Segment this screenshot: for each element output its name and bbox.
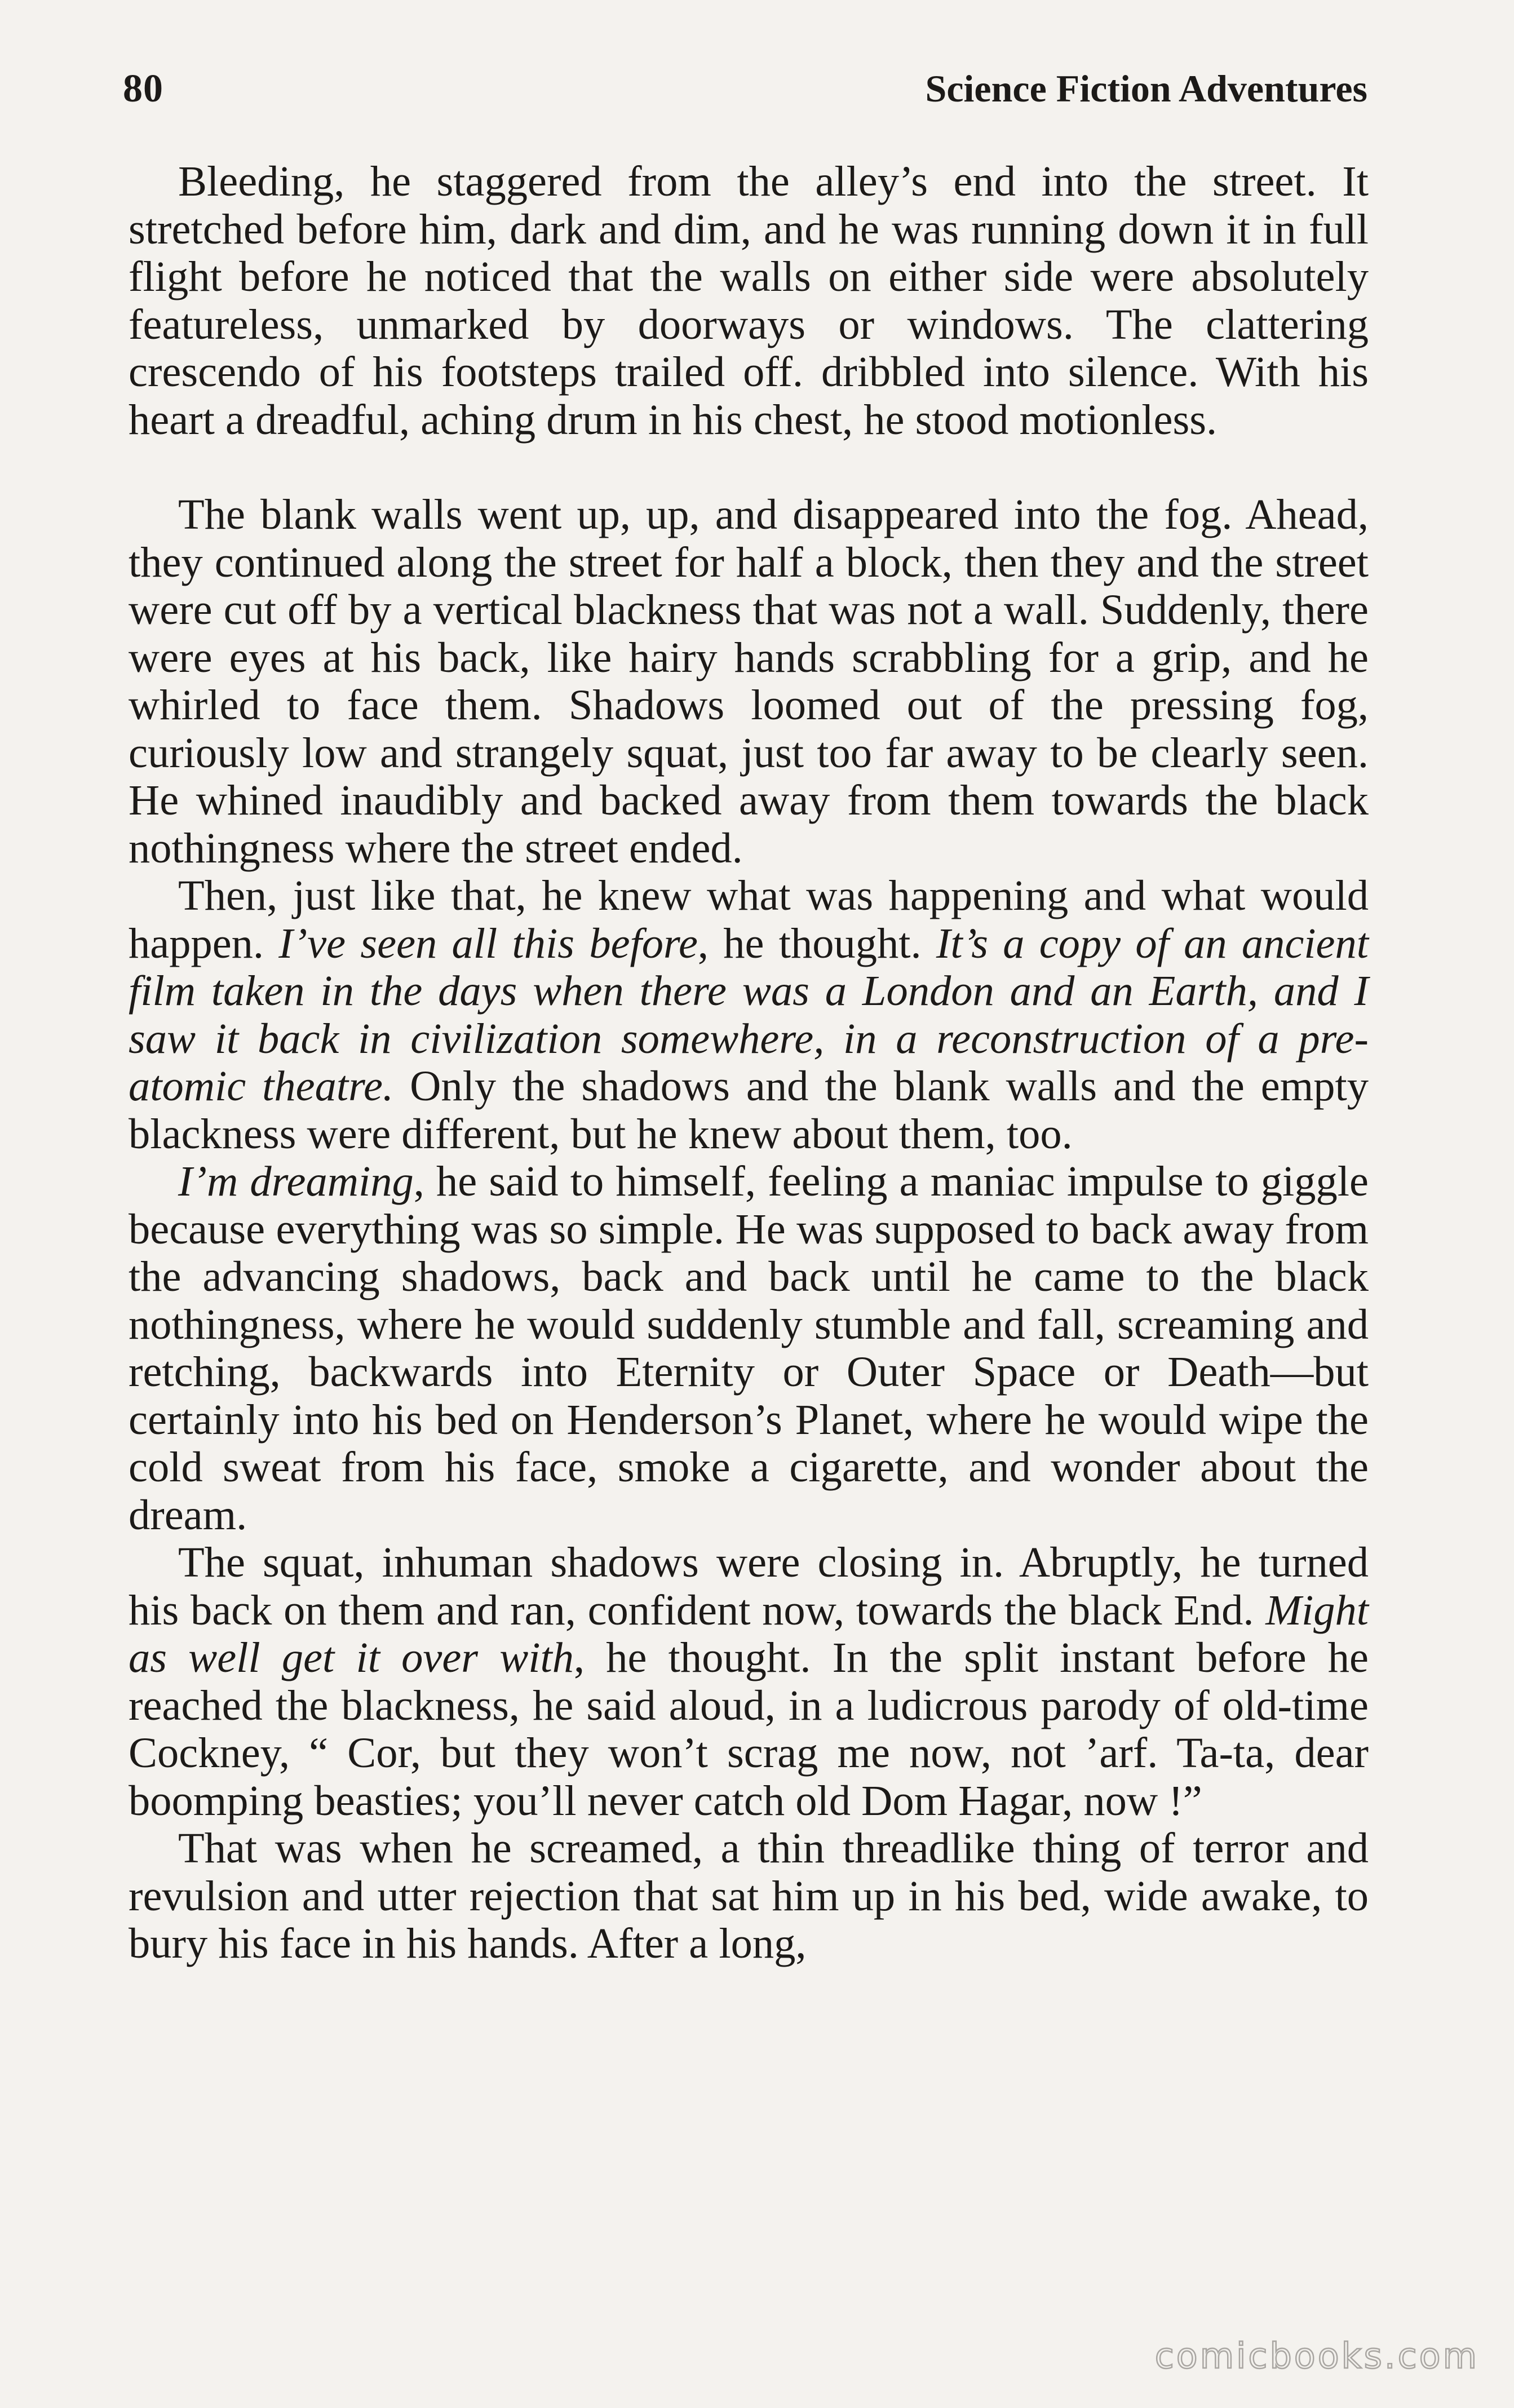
text-run: Then, just like that, he knew what was happening and what would happen.: [129, 871, 1369, 967]
text-run: Bleeding, he staggered from the alley’s end into the street. It stretched before him, dark and dim, and he was running down it in full flight before he noticed that the walls on either side were absolutely featureless, unmarked by doorways or windows. The clattering crescendo of his footsteps trailed off. dribbled into silence. With his heart a dreadful, aching drum in his chest, he stood motionless.: [129, 157, 1369, 444]
italic-text-run: I’m dreaming: [178, 1157, 414, 1205]
italic-text-run: I’ve seen all this before: [278, 919, 698, 967]
text-run: , he thought.: [697, 919, 936, 967]
text-run: Only the shadows and the blank walls and the empty blackness were different, but he knew about them, too.: [129, 1062, 1369, 1158]
paragraph: [129, 872, 1369, 1158]
italic-text-run: Might as well get it over with: [129, 1586, 1369, 1681]
text-run: , he thought. In the split instant before he reached the blackness, he said aloud, in a ludicrous parody of old-time Cockney, “ Cor, but they won’t scrag me now, not ’arf. Ta-ta, dear boomping beasties; you’ll never catch old Dom Hagar, now !”: [129, 1634, 1369, 1825]
watermark: comicbooks.com: [1154, 2335, 1479, 2376]
paragraph: [129, 491, 1369, 872]
text-run: The blank walls went up, up, and disappeared into the fog. Ahead, they continued along the street for half a block, then they and the street were cut off by a vertical blackness that was not a wall. Suddenly, there were eyes at his back, like hairy hands scrabbling for a grip, and he whirled to face them. Shadows loomed out of the pressing fog, curiously low and strangely squat, just too far away to be clearly seen. He whined inaudibly and backed away from them towards the black nothingness where the street ended.: [129, 490, 1369, 872]
paragraph: [129, 158, 1369, 444]
page-number: 80: [123, 67, 163, 110]
running-title: Science Fiction Adventures: [925, 67, 1367, 110]
paragraph: [129, 1158, 1369, 1539]
running-head: [123, 67, 1367, 129]
paragraph: [129, 1539, 1369, 1825]
body-text: [129, 158, 1369, 1968]
italic-text-run: It’s a copy of an ancient film taken in the days when there was a London and an Earth, and I saw it back in civilization somewhere, in a reconstruction of a pre-atomic theatre.: [129, 919, 1369, 1110]
text-run: That was when he screamed, a thin threadlike thing of terror and revulsion and utter rejection that sat him up in his bed, wide awake, to bury his face in his hands. After a long,: [129, 1824, 1369, 1967]
text-run: , he said to himself, feeling a maniac impulse to giggle because everything was so simple. He was supposed to back away from the advancing shadows, back and back until he came to the black nothingness, where he would suddenly stumble and fall, screaming and retching, backwards into Eternity or Outer Space or Death—but certainly into his bed on Henderson’s Planet, where he would wipe the cold sweat from his face, smoke a cigarette, and wonder about the dream.: [129, 1157, 1369, 1539]
text-run: The squat, inhuman shadows were closing in. Abruptly, he turned his back on them and ran, confident now, towards the black End.: [129, 1538, 1369, 1634]
paragraph: [129, 1825, 1369, 1968]
